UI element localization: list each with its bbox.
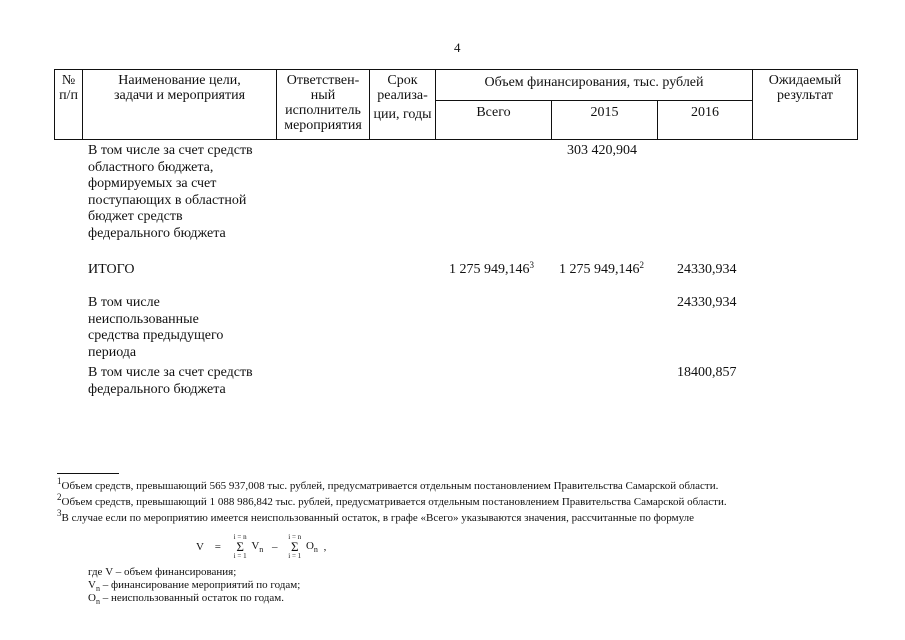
col-num-label-2: п/п bbox=[59, 88, 78, 103]
table-cell-2015: 303 420,904 bbox=[567, 143, 637, 158]
col-total-label: Всего bbox=[476, 105, 511, 120]
col-num-label-1: № bbox=[61, 73, 76, 88]
col-2015-label: 2015 bbox=[590, 105, 619, 120]
col-term-label-2: реализа- bbox=[377, 88, 428, 103]
sum-sign: i = n Σ i = 1 bbox=[288, 533, 302, 560]
col-result-label-2: результат bbox=[776, 88, 834, 103]
footnote-ref: 3 bbox=[529, 260, 534, 270]
table-cell-2016: 24330,934 bbox=[677, 295, 737, 310]
sum-sign: i = n Σ i = 1 bbox=[233, 533, 247, 560]
col-term-label-3: ции, годы bbox=[373, 107, 432, 122]
footnote: $^3$В случае если по мероприятию имеется неиспользованный остаток, в графе «Всего» указываются значения, рассчитанные по формуле bbox=[57, 508, 694, 524]
col-resp-label-3: исполнитель bbox=[285, 103, 361, 118]
table-cell-2016: 18400,857 bbox=[677, 365, 737, 380]
col-resp-label-1: Ответствен- bbox=[286, 73, 360, 88]
page-number: 4 bbox=[454, 40, 461, 55]
col-resp-label-4: мероприятия bbox=[284, 118, 362, 133]
footnote: $^2$Объем средств, превышающий 1 088 986,842 тыс. рублей, предусматривается отдельным постановлением Правительства Самарской области. bbox=[57, 492, 727, 508]
table-row-name: ИТОГО bbox=[88, 262, 135, 277]
table-row-name: В том числе за счет средств областного бюджета, формируемых за счет поступающих в областной бюджет средств федерального бюджета bbox=[88, 143, 253, 241]
footnote-ref: 2 bbox=[639, 260, 644, 270]
col-2016-label: 2016 bbox=[691, 105, 719, 120]
col-name-label-2: задачи и мероприятия bbox=[113, 88, 246, 103]
formula: V = i = n Σ i = 1 $V_n$ – i = n Σ i = 1 $O_n$ , bbox=[196, 533, 327, 560]
table-cell-2016: 24330,934 bbox=[677, 262, 737, 277]
table-row-name: В том числе за счет средств федерального бюджета bbox=[88, 365, 253, 397]
col-name-label-1: Наименование цели, bbox=[118, 73, 241, 88]
formula-definition: $O_n$ – неиспользованный остаток по годам. bbox=[88, 592, 284, 607]
formula-definition: где V – объем финансирования; bbox=[88, 566, 237, 578]
col-resp-label-2: ный bbox=[310, 88, 336, 103]
footnote: $^1$Объем средств, превышающий 565 937,008 тыс. рублей, предусматривается отдельным постановлением Правительства Самарской области. bbox=[57, 476, 719, 492]
col-result-label-1: Ожидаемый bbox=[768, 73, 842, 88]
table-row-name: В том числе неиспользованные средства предыдущего периода bbox=[88, 295, 224, 360]
col-funding-label: Объем финансирования, тыс. рублей bbox=[484, 75, 704, 90]
col-term-label-1: Срок bbox=[387, 73, 418, 88]
table-cell-2015: 1 275 949,146$^2$ bbox=[559, 260, 644, 277]
footnote-separator bbox=[57, 473, 119, 474]
table-cell-total: 1 275 949,146$^3$ bbox=[449, 260, 534, 277]
formula-definition: $V_n$ – финансирование мероприятий по годам; bbox=[88, 579, 301, 594]
